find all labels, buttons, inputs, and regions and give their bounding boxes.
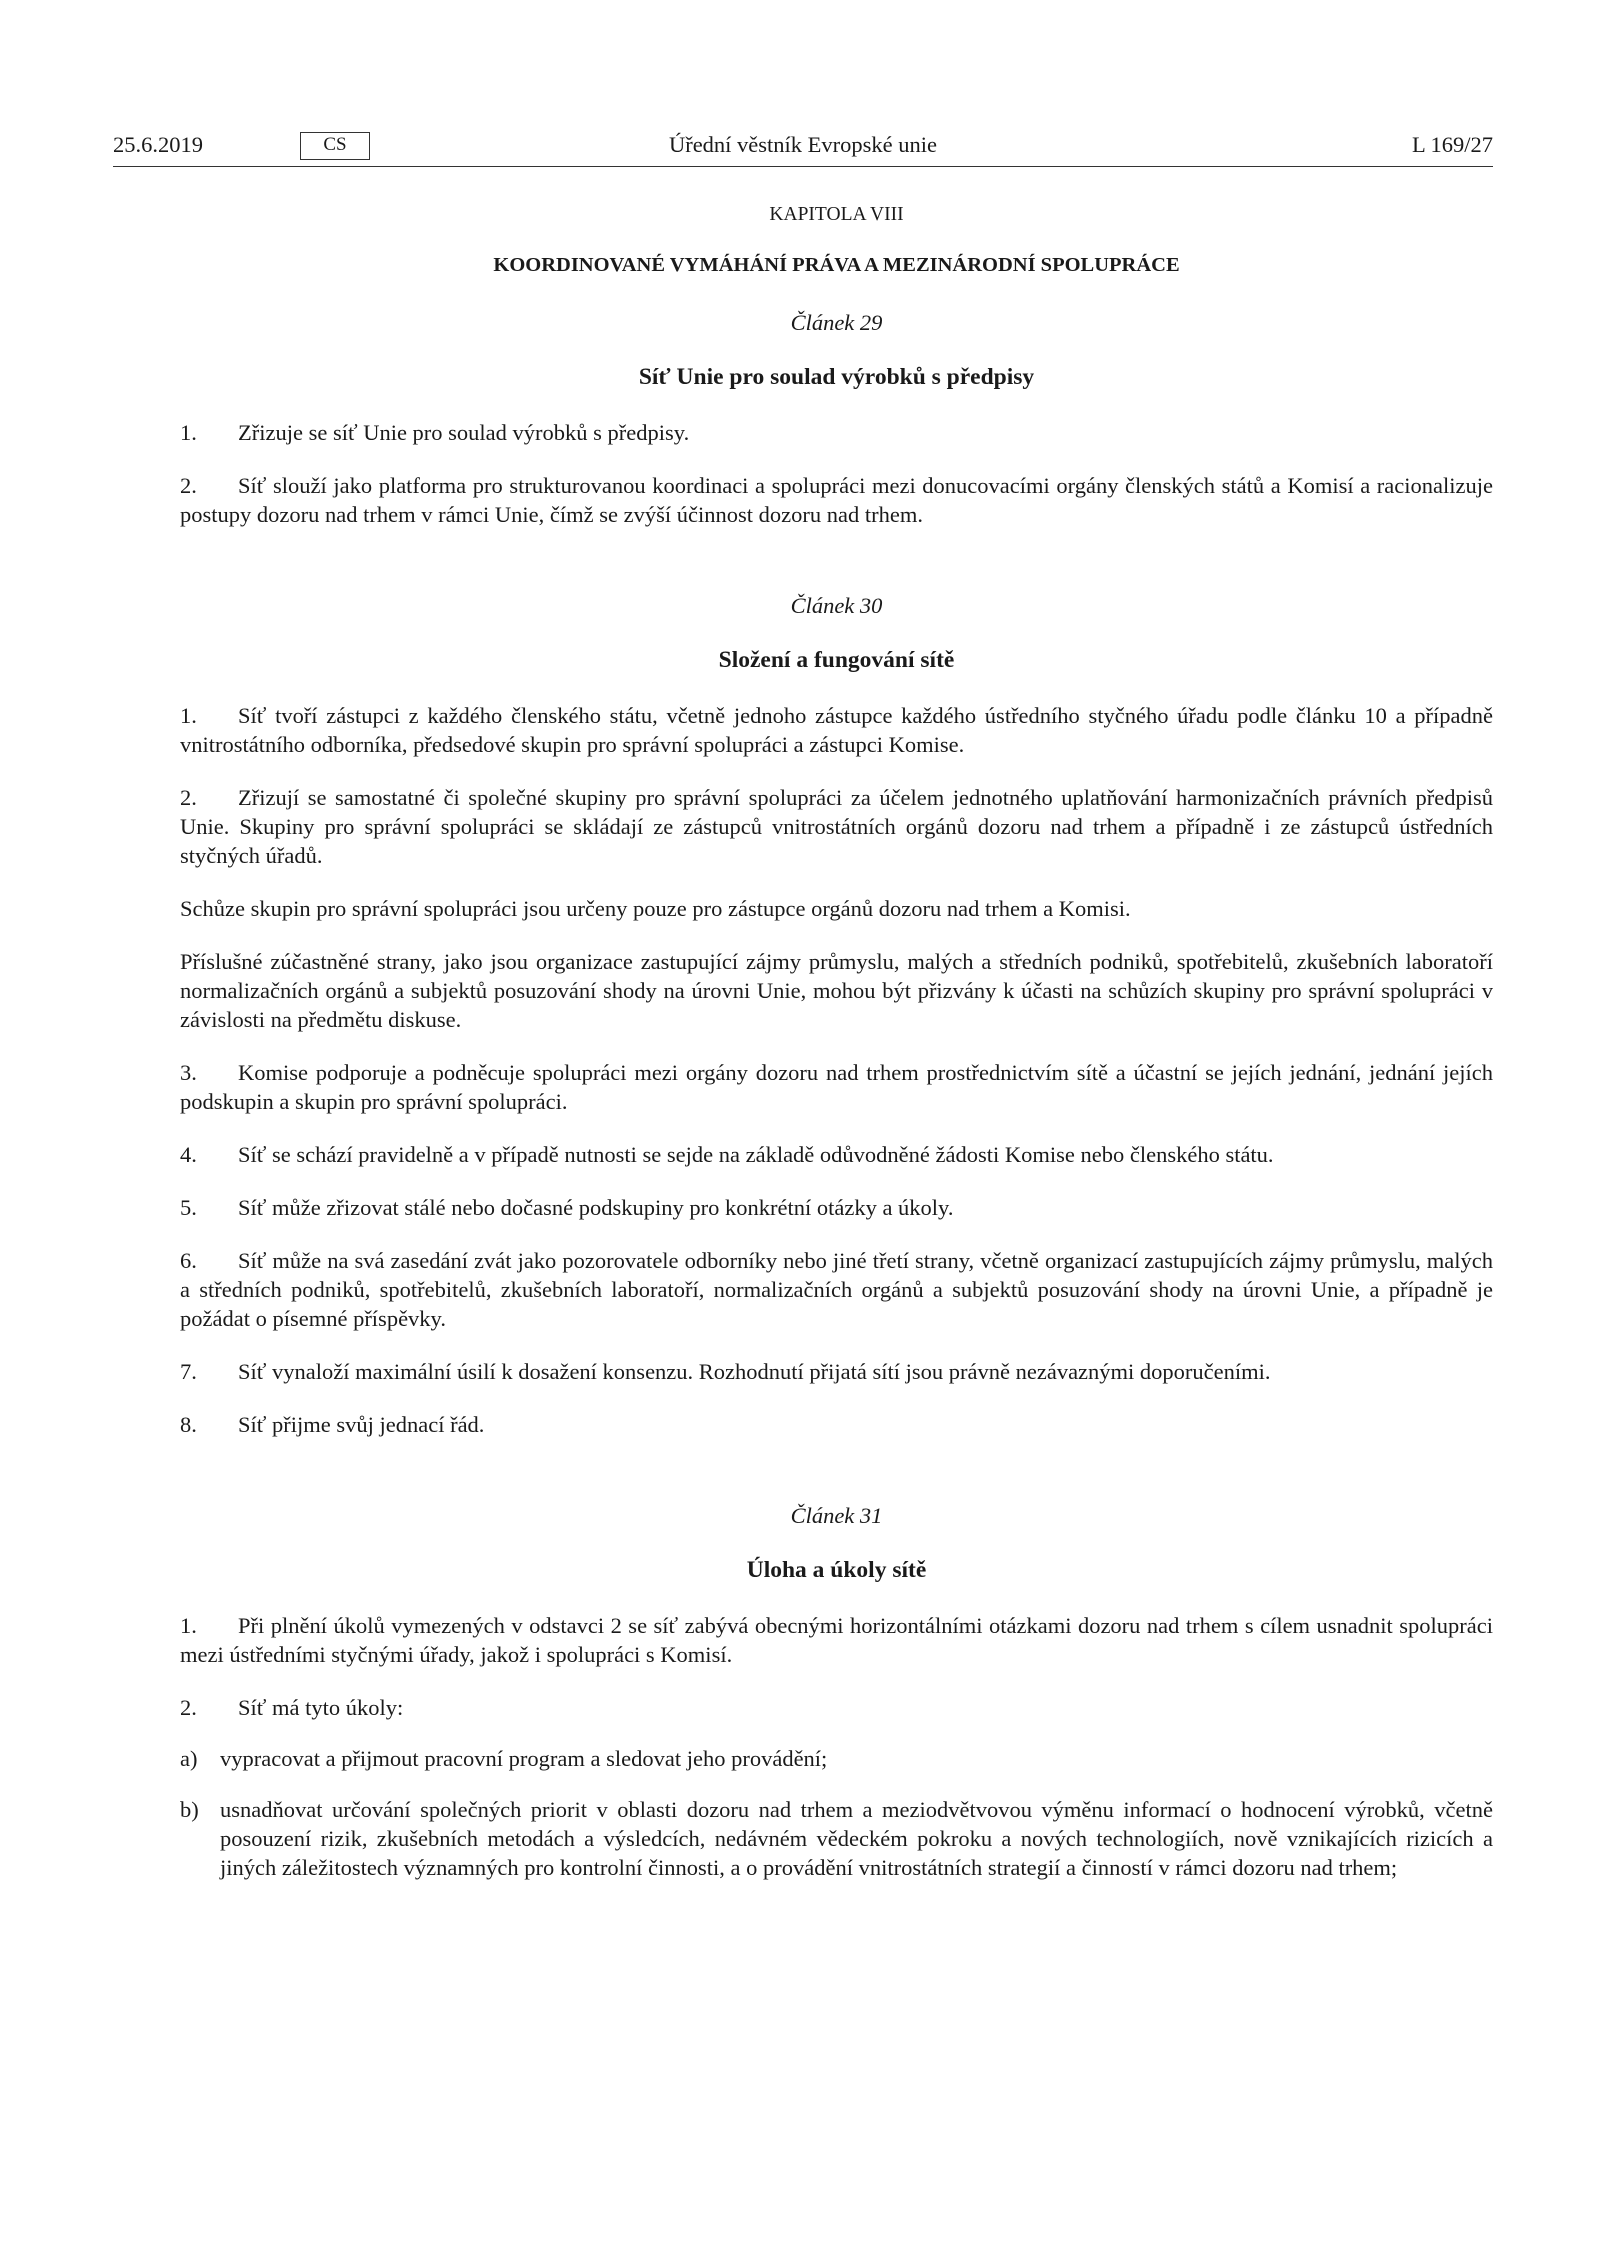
article-30-paragraph-7 — [180, 1357, 1493, 1386]
paragraph-number: 8. — [180, 1412, 197, 1437]
article-31-paragraph-2 — [180, 1693, 1493, 1722]
chapter-title: KOORDINOVANÉ VYMÁHÁNÍ PRÁVA A MEZINÁRODNÍ SPOLUPRÁCE — [493, 254, 1180, 276]
paragraph-number: 3. — [180, 1060, 197, 1085]
paragraph-text: Zřizují se samostatné či společné skupiny pro správní spolupráci za účelem jednotného uplatňování harmonizačních právních předpisů Unie. Skupiny pro správní spolupráci se skládají ze zástupců vnitrostátních orgánů dozoru nad trhem a případně i ze zástupců ústředních styčných úřadů. — [180, 785, 1493, 868]
article-29-paragraph-1 — [180, 418, 1493, 447]
article-30-paragraph-5 — [180, 1193, 1493, 1222]
article-30-title: Složení a fungování sítě — [718, 647, 955, 673]
journal-header — [113, 130, 1493, 167]
paragraph-text: Síť se schází pravidelně a v případě nutnosti se sejde na základě odůvodněné žádosti Komise nebo členského státu. — [238, 1142, 1274, 1167]
paragraph-text: Síť má tyto úkoly: — [238, 1695, 404, 1720]
article-31-paragraph-1 — [180, 1611, 1493, 1669]
paragraph-text: Zřizuje se síť Unie pro soulad výrobků s předpisy. — [238, 420, 690, 445]
list-text: usnadňovat určování společných priorit v oblasti dozoru nad trhem a meziodvětvovou výměnu informací o hodnocení výrobků, včetně posouzení rizik, zkušebních metodách a výsledcích, nedávném vědeckém pokroku a nových technologiích, nově vznikajících rizicích a jiných záležitostech významných pro kontrolní činnosti, a o provádění vnitrostátních strategií a činností v rámci dozoru nad trhem; — [220, 1797, 1493, 1880]
article-31-number: Článek 31 — [790, 1503, 883, 1528]
article-30-paragraph-2-sub-2: Příslušné zúčastněné strany, jako jsou organizace zastupující zájmy průmyslu, malých a středních podniků, spotřebitelů, zkušebních laboratoří normalizačních orgánů a subjektů posuzování shody na úrovni Unie, mohou být přizvány k účasti na schůzích skupiny pro správní spolupráci v závislosti na předmětu diskuse. — [180, 949, 1493, 1032]
article-29-title: Síť Unie pro soulad výrobků s předpisy — [638, 364, 1035, 390]
paragraph-number: 2. — [180, 473, 197, 498]
paragraph-text: Síť slouží jako platforma pro strukturovanou koordinaci a spolupráci mezi donucovacími orgány členských států a Komisí a racionalizuje postupy dozoru nad trhem v rámci Unie, čímž se zvýší účinnost dozoru nad trhem. — [180, 473, 1493, 527]
list-letter: b) — [180, 1797, 199, 1822]
article-30-paragraph-3 — [180, 1058, 1493, 1116]
article-30-paragraph-1 — [180, 701, 1493, 759]
paragraph-text: Síť tvoří zástupci z každého členského státu, včetně jednoho zástupce každého ústředního styčného úřadu podle článku 10 a případně vnitrostátního odborníka, předsedové skupin pro správní spolupráci a zástupci Komise. — [180, 703, 1493, 757]
article-30-paragraph-2-sub-1: Schůze skupin pro správní spolupráci jsou určeny pouze pro zástupce orgánů dozoru nad trhem a Komisi. — [180, 896, 1131, 921]
paragraph-number: 1. — [180, 703, 197, 728]
paragraph-text: Síť může zřizovat stálé nebo dočasné podskupiny pro konkrétní otázky a úkoly. — [238, 1195, 954, 1220]
document-body — [180, 200, 1493, 1882]
paragraph-number: 7. — [180, 1359, 197, 1384]
page-reference: L 169/27 — [1411, 132, 1493, 157]
paragraph-text: Při plnění úkolů vymezených v odstavci 2 se síť zabývá obecnými horizontálními otázkami dozoru nad trhem s cílem usnadnit spolupráci mezi ústředními styčnými úřady, jakož i spolupráci s Komisí. — [180, 1613, 1493, 1667]
publication-date: 25.6.2019 — [113, 132, 203, 157]
chapter-label: KAPITOLA VIII — [769, 204, 904, 225]
article-30-paragraph-4 — [180, 1140, 1493, 1169]
article-30-paragraph-2 — [180, 783, 1493, 870]
paragraph-number: 2. — [180, 785, 197, 810]
list-item-a — [180, 1744, 1493, 1773]
article-30-paragraph-8 — [180, 1410, 1493, 1439]
paragraph-number: 6. — [180, 1248, 197, 1273]
paragraph-number: 1. — [180, 420, 197, 445]
journal-name: Úřední věstník Evropské unie — [668, 132, 938, 157]
paragraph-number: 4. — [180, 1142, 197, 1167]
paragraph-number: 2. — [180, 1695, 197, 1720]
paragraph-text: Síť vynaloží maximální úsilí k dosažení konsenzu. Rozhodnutí přijatá sítí jsou právně nezávaznými doporučeními. — [238, 1359, 1271, 1384]
paragraph-text: Síť může na svá zasedání zvát jako pozorovatele odborníky nebo jiné třetí strany, včetně organizací zastupujících zájmy průmyslu, malých a středních podniků, spotřebitelů, zkušebních laboratoří, normalizačních orgánů a subjektů posuzování shody na úrovni Unie, a případně je požádat o písemné příspěvky. — [180, 1248, 1493, 1331]
paragraph-text: Síť přijme svůj jednací řád. — [238, 1412, 485, 1437]
paragraph-text: Komise podporuje a podněcuje spolupráci mezi orgány dozoru nad trhem prostřednictvím sítě a účastní se jejích jednání, jednání jejích podskupin a skupin pro správní spolupráci. — [180, 1060, 1493, 1114]
list-text: vypracovat a přijmout pracovní program a sledovat jeho provádění; — [220, 1746, 828, 1771]
article-30-paragraph-6 — [180, 1246, 1493, 1333]
list-item-b — [180, 1795, 1493, 1882]
paragraph-number: 1. — [180, 1613, 197, 1638]
article-30-number: Článek 30 — [790, 593, 883, 618]
language-code-box: CS — [300, 132, 370, 160]
paragraph-number: 5. — [180, 1195, 197, 1220]
article-31-title: Úloha a úkoly sítě — [746, 1557, 927, 1583]
article-29-paragraph-2 — [180, 471, 1493, 529]
article-29-number: Článek 29 — [790, 310, 883, 335]
list-letter: a) — [180, 1746, 198, 1771]
